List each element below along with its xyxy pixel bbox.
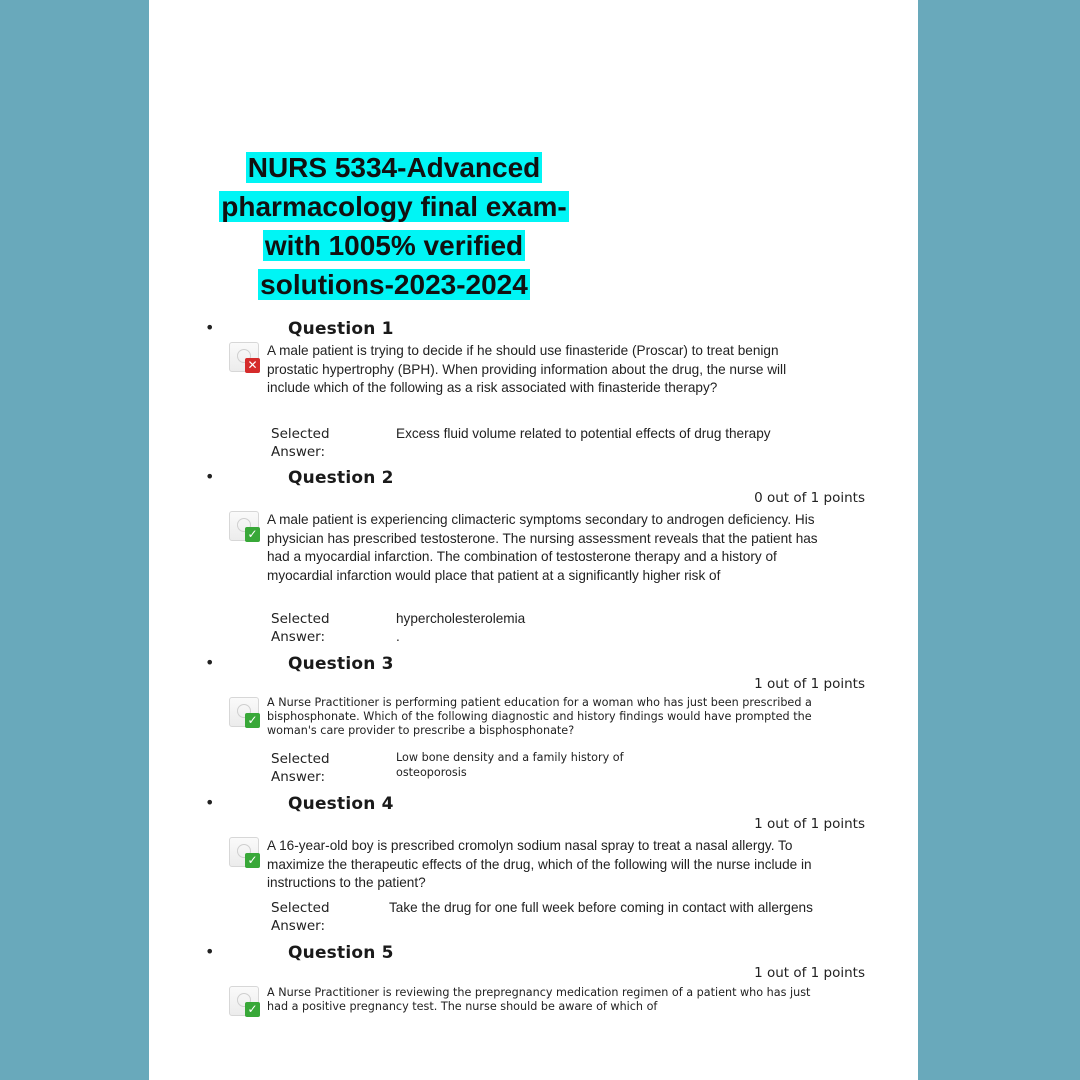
check-mark-icon: ✓ [245, 853, 260, 868]
question-heading: Question 1 [288, 319, 394, 339]
points-score: 0 out of 1 points [754, 490, 865, 506]
points-score: 1 out of 1 points [754, 965, 865, 981]
document-title [207, 148, 581, 304]
selected-answer-label: Selected Answer: [271, 426, 330, 460]
bullet: • [205, 793, 215, 812]
check-mark-icon: ✓ [245, 1002, 260, 1017]
question-text: A Nurse Practitioner is performing patient education for a woman who has just been prescribed a bisphosphonate. Which of the following diagnostic and history findings would have prompted the woman's care provider to prescribe a bisphosphonate? [267, 696, 812, 737]
bullet: • [205, 653, 215, 672]
correct-status-icon [229, 986, 263, 1020]
incorrect-status-icon [229, 342, 263, 376]
question-heading: Question 4 [288, 794, 394, 814]
title-line-4: solutions-2023-2024 [260, 269, 528, 300]
x-mark-icon: ✕ [245, 358, 260, 373]
selected-answer-value: hypercholesterolemia . [396, 611, 526, 644]
correct-status-icon [229, 837, 263, 871]
bullet: • [205, 467, 215, 486]
title-line-1: NURS 5334-Advanced [247, 152, 541, 183]
document-page [149, 0, 918, 1080]
selected-answer-value: Take the drug for one full week before coming in contact with allergens [389, 900, 813, 915]
question-heading: Question 2 [288, 468, 394, 488]
selected-answer-label: Selected Answer: [271, 900, 330, 934]
question-text: A male patient is experiencing climacteric symptoms secondary to androgen deficiency. His physician has prescribed testosterone. The nursing assessment reveals that the patient has had a myocardial infarction. The combination of testosterone therapy and a history of myocardial infarction would place that patient at a significantly higher risk of [267, 512, 818, 583]
question-text: A Nurse Practitioner is reviewing the prepregnancy medication regimen of a patient who has just had a positive pregnancy test. The nurse should be aware of which of [267, 986, 811, 1013]
bullet: • [205, 318, 215, 337]
question-heading: Question 3 [288, 654, 394, 674]
title-line-3: with 1005% verified [264, 230, 524, 261]
title-line-2: pharmacology final exam- [221, 191, 567, 222]
selected-answer-value: Excess fluid volume related to potential effects of drug therapy [396, 426, 771, 441]
correct-status-icon [229, 511, 263, 545]
check-mark-icon: ✓ [245, 713, 260, 728]
question-heading: Question 5 [288, 943, 394, 963]
bullet: • [205, 942, 215, 961]
question-text: A 16-year-old boy is prescribed cromolyn sodium nasal spray to treat a nasal allergy. To maximize the therapeutic effects of the drug, which of the following will the nurse include in instructions to the patient? [267, 838, 812, 890]
selected-answer-label: Selected Answer: [271, 611, 330, 645]
points-score: 1 out of 1 points [754, 676, 865, 692]
selected-answer-value: Low bone density and a family history of osteoporosis [396, 751, 624, 779]
question-text: A male patient is trying to decide if he should use finasteride (Proscar) to treat benign prostatic hypertrophy (BPH). When providing information about the drug, the nurse will include which of the following as a risk associated with finasteride therapy? [267, 343, 787, 395]
check-mark-icon: ✓ [245, 527, 260, 542]
points-score: 1 out of 1 points [754, 816, 865, 832]
correct-status-icon [229, 697, 263, 731]
selected-answer-label: Selected Answer: [271, 751, 330, 785]
